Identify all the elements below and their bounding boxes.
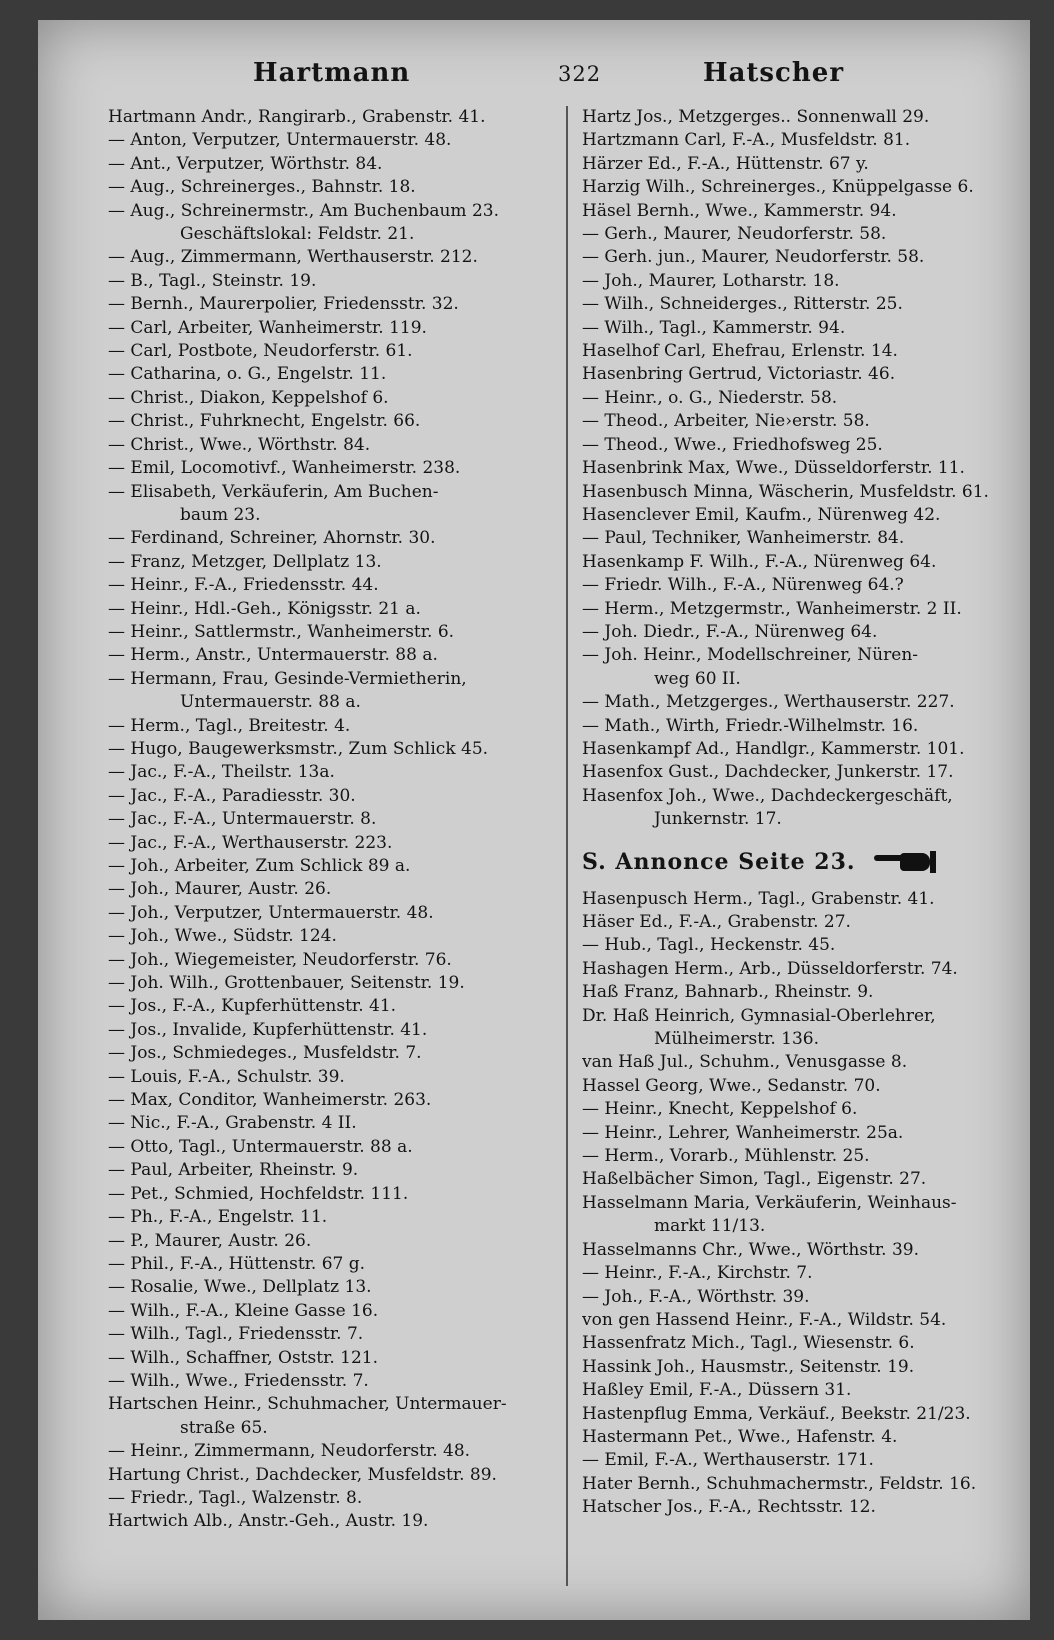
directory-entry: Hatscher Jos., F.-A., Rechtsstr. 12. <box>582 1497 876 1518</box>
directory-entry: Hater Bernh., Schuhmachermstr., Feldstr. 16. <box>582 1473 977 1494</box>
directory-entry: — Otto, Tagl., Untermauerstr. 88 a. <box>108 1136 413 1157</box>
directory-entry: — Jac., F.-A., Theilstr. 13a. <box>108 762 335 783</box>
directory-entry: — Joh. Wilh., Grottenbauer, Seitenstr. 19. <box>108 973 465 994</box>
directory-entry: — Catharina, o. G., Engelstr. 11. <box>108 364 387 385</box>
directory-entry: — Herm., Metzgermstr., Wanheimerstr. 2 II. <box>582 598 962 619</box>
directory-entry: — Wilh., F.-A., Kleine Gasse 16. <box>108 1300 379 1321</box>
directory-entry: — Herm., Vorarb., Mühlenstr. 25. <box>582 1146 870 1167</box>
directory-entry: Häser Ed., F.-A., Grabenstr. 27. <box>582 912 851 932</box>
directory-entry: — Joh., Verputzer, Untermauerstr. 48. <box>108 902 434 923</box>
directory-entry: — Friedr., Tagl., Walzenstr. 8. <box>108 1487 363 1508</box>
header-right-name: Hatscher <box>703 58 845 88</box>
directory-entry: — Ferdinand, Schreiner, Ahornstr. 30. <box>108 528 436 549</box>
directory-entry: — Jac., F.-A., Werthauserstr. 223. <box>108 832 393 853</box>
directory-entry: — Carl, Postbote, Neudorferstr. 61. <box>108 341 413 362</box>
directory-entry: — Hugo, Baugewerksmstr., Zum Schlick 45. <box>108 738 489 759</box>
directory-entry: — Emil, F.-A., Werthauserstr. 171. <box>582 1450 874 1471</box>
right-column-lower <box>582 888 1027 1520</box>
page-header <box>38 58 1030 98</box>
directory-entry: Dr. Haß Heinrich, Gymnasial-Oberlehrer, <box>582 1005 936 1026</box>
directory-entry: — Joh., Arbeiter, Zum Schlick 89 a. <box>108 856 411 876</box>
directory-entry: Hartzmann Carl, F.-A., Musfeldstr. 81. <box>582 130 911 151</box>
directory-entry: — Herm., Tagl., Breitestr. 4. <box>108 715 351 736</box>
directory-entry: — Paul, Techniker, Wanheimerstr. 84. <box>582 528 905 549</box>
directory-entry: — Herm., Anstr., Untermauerstr. 88 a. <box>108 645 438 666</box>
directory-entry: Härzer Ed., F.-A., Hüttenstr. 67 y. <box>582 153 869 174</box>
directory-entry: Hasenbusch Minna, Wäscherin, Musfeldstr. 61. <box>582 481 989 502</box>
directory-entry: — Phil., F.-A., Hüttenstr. 67 g. <box>108 1253 366 1274</box>
entry-continuation: straße 65. <box>180 1417 268 1438</box>
directory-entry: — Wilh., Schneiderges., Ritterstr. 25. <box>582 294 903 315</box>
directory-entry: — Jac., F.-A., Untermauerstr. 8. <box>108 809 377 830</box>
directory-entry: Hasenfox Gust., Dachdecker, Junkerstr. 17. <box>582 762 954 783</box>
directory-entry: — Heinr., F.-A., Kirchstr. 7. <box>582 1263 813 1284</box>
directory-entry: Häsel Bernh., Wwe., Kammerstr. 94. <box>582 200 897 221</box>
directory-entry: Hasselmann Maria, Verkäuferin, Weinhaus- <box>582 1192 957 1213</box>
pointing-hand-icon <box>874 851 930 873</box>
directory-entry: — Joh., F.-A., Wörthstr. 39. <box>582 1286 810 1307</box>
directory-entry: Hasenbrink Max, Wwe., Düsseldorferstr. 11. <box>582 458 965 479</box>
directory-entry: — Gerh. jun., Maurer, Neudorferstr. 58. <box>582 247 925 268</box>
directory-entry: — Wilh., Tagl., Kammerstr. 94. <box>582 317 846 338</box>
directory-entry: — Ph., F.-A., Engelstr. 11. <box>108 1207 328 1228</box>
directory-entry: Harzig Wilh., Schreinerges., Knüppelgasse 6. <box>582 177 974 198</box>
directory-entry: — Jos., F.-A., Kupferhüttenstr. 41. <box>108 996 397 1017</box>
directory-entry: — Friedr. Wilh., F.-A., Nürenweg 64.? <box>582 575 904 596</box>
directory-entry: Hashagen Herm., Arb., Düsseldorferstr. 74. <box>582 958 958 979</box>
directory-entry: — Heinr., Lehrer, Wanheimerstr. 25a. <box>582 1122 904 1143</box>
directory-entry: — Hub., Tagl., Heckenstr. 45. <box>582 935 836 956</box>
directory-entry: — Ant., Verputzer, Wörthstr. 84. <box>108 153 383 174</box>
directory-entry: Hasenclever Emil, Kaufm., Nürenweg 42. <box>582 504 941 525</box>
directory-entry: Hassenfratz Mich., Tagl., Wiesenstr. 6. <box>582 1333 915 1354</box>
directory-entry: — Joh. Diedr., F.-A., Nürenweg 64. <box>582 621 878 642</box>
directory-entry: — Math., Wirth, Friedr.-Wilhelmstr. 16. <box>582 715 919 736</box>
directory-entry: — Carl, Arbeiter, Wanheimerstr. 119. <box>108 317 427 338</box>
directory-entry: Hasselmanns Chr., Wwe., Wörthstr. 39. <box>582 1239 920 1260</box>
directory-entry: Haselhof Carl, Ehefrau, Erlenstr. 14. <box>582 341 898 362</box>
directory-entry: — Bernh., Maurerpolier, Friedensstr. 32. <box>108 294 459 315</box>
directory-entry: — Heinr., F.-A., Friedensstr. 44. <box>108 575 379 596</box>
directory-entry: — B., Tagl., Steinstr. 19. <box>108 270 317 291</box>
directory-entry: — Paul, Arbeiter, Rheinstr. 9. <box>108 1160 359 1181</box>
directory-entry: — Theod., Arbeiter, Nie›erstr. 58. <box>582 411 870 432</box>
directory-entry: — Joh. Heinr., Modellschreiner, Nüren- <box>582 645 919 666</box>
directory-entry: — Theod., Wwe., Friedhofsweg 25. <box>582 434 883 455</box>
directory-entry: — Aug., Schreinerges., Bahnstr. 18. <box>108 177 416 198</box>
directory-entry: — Christ., Wwe., Wörthstr. 84. <box>108 434 371 455</box>
page-number: 322 <box>558 62 602 86</box>
directory-entry: — Joh., Wiegemeister, Neudorferstr. 76. <box>108 949 452 970</box>
directory-entry: Hassel Georg, Wwe., Sedanstr. 70. <box>582 1075 881 1096</box>
directory-entry: — Heinr., Knecht, Keppelshof 6. <box>582 1099 858 1120</box>
entry-continuation: Mülheimerstr. 136. <box>654 1029 820 1050</box>
directory-entry: Haß Franz, Bahnarb., Rheinstr. 9. <box>582 982 874 1003</box>
directory-entry: Hasenfox Joh., Wwe., Dachdeckergeschäft, <box>582 785 953 806</box>
directory-entry: Hartmann Andr., Rangirarb., Grabenstr. 41. <box>108 107 486 127</box>
directory-entry: — Joh., Wwe., Südstr. 124. <box>108 926 337 947</box>
directory-entry: Hassink Joh., Hausmstr., Seitenstr. 19. <box>582 1356 915 1377</box>
directory-entry: — Elisabeth, Verkäuferin, Am Buchen- <box>108 481 439 502</box>
entry-continuation: Junkernstr. 17. <box>654 809 782 830</box>
directory-entry: — Math., Metzgerges., Werthauserstr. 227. <box>582 692 955 713</box>
directory-entry: Hartz Jos., Metzgerges.. Sonnenwall 29. <box>582 107 930 127</box>
directory-entry: Hasenkampf Ad., Handlgr., Kammerstr. 101. <box>582 738 965 759</box>
directory-entry: — Rosalie, Wwe., Dellplatz 13. <box>108 1277 372 1298</box>
directory-entry: — Louis, F.-A., Schulstr. 39. <box>108 1066 345 1087</box>
header-left-name: Hartmann <box>253 58 411 88</box>
directory-entry: Hartwich Alb., Anstr.-Geh., Austr. 19. <box>108 1511 429 1532</box>
directory-entry: — Max, Conditor, Wanheimerstr. 263. <box>108 1090 432 1111</box>
directory-entry: — Anton, Verputzer, Untermauerstr. 48. <box>108 130 452 151</box>
directory-entry: Hartung Christ., Dachdecker, Musfeldstr. 89. <box>108 1464 497 1485</box>
directory-entry: — Heinr., Hdl.-Geh., Königsstr. 21 a. <box>108 598 421 619</box>
directory-entry: Hasenkamp F. Wilh., F.-A., Nürenweg 64. <box>582 551 937 572</box>
directory-entry: — Emil, Locomotivf., Wanheimerstr. 238. <box>108 458 461 479</box>
directory-entry: Haßelbächer Simon, Tagl., Eigenstr. 27. <box>582 1169 927 1190</box>
entry-continuation: Untermauerstr. 88 a. <box>180 692 361 713</box>
right-column-upper <box>582 106 1027 832</box>
directory-entry: van Haß Jul., Schuhm., Venusgasse 8. <box>582 1052 908 1073</box>
directory-entry: — Franz, Metzger, Dellplatz 13. <box>108 551 382 572</box>
directory-entry: — Joh., Maurer, Austr. 26. <box>108 879 332 900</box>
directory-entry: — Christ., Diakon, Keppelshof 6. <box>108 387 389 408</box>
entry-continuation: weg 60 II. <box>654 668 741 689</box>
directory-entry: Hastenpflug Emma, Verkäuf., Beekstr. 21/23. <box>582 1403 971 1424</box>
directory-entry: — P., Maurer, Austr. 26. <box>108 1230 312 1251</box>
directory-entry: Hartschen Heinr., Schuhmacher, Untermauer- <box>108 1394 507 1415</box>
directory-entry: — Hermann, Frau, Gesinde-Vermietherin, <box>108 668 467 689</box>
directory-entry: — Heinr., o. G., Niederstr. 58. <box>582 387 838 408</box>
directory-entry: Hasenpusch Herm., Tagl., Grabenstr. 41. <box>582 888 935 909</box>
directory-entry: Haßley Emil, F.-A., Düssern 31. <box>582 1380 852 1401</box>
right-column <box>566 106 1027 1586</box>
directory-entry: — Jos., Schmiedeges., Musfeldstr. 7. <box>108 1043 422 1064</box>
directory-entry: — Wilh., Schaffner, Oststr. 121. <box>108 1347 378 1368</box>
directory-entry: — Pet., Schmied, Hochfeldstr. 111. <box>108 1183 409 1204</box>
directory-entry: — Heinr., Sattlermstr., Wanheimerstr. 6. <box>108 621 455 642</box>
left-column <box>108 106 553 1534</box>
directory-entry: Hastermann Pet., Wwe., Hafenstr. 4. <box>582 1426 898 1447</box>
directory-entry: — Jos., Invalide, Kupferhüttenstr. 41. <box>108 1019 428 1040</box>
entry-continuation: markt 11/13. <box>654 1216 766 1237</box>
directory-entry: von gen Hassend Heinr., F.-A., Wildstr. 54. <box>582 1309 947 1330</box>
directory-page <box>38 20 1030 1620</box>
directory-entry: — Gerh., Maurer, Neudorferstr. 58. <box>582 224 887 245</box>
entry-continuation: baum 23. <box>180 504 261 525</box>
announcement-text: S. Annonce Seite 23. <box>582 848 856 875</box>
directory-entry: — Wilh., Tagl., Friedensstr. 7. <box>108 1324 364 1345</box>
directory-entry: — Nic., F.-A., Grabenstr. 4 II. <box>108 1113 357 1134</box>
directory-entry: Hasenbring Gertrud, Victoriastr. 46. <box>582 364 896 385</box>
directory-entry: — Aug., Schreinermstr., Am Buchenbaum 23. <box>108 200 499 221</box>
directory-entry: — Wilh., Wwe., Friedensstr. 7. <box>108 1370 369 1391</box>
directory-entry: — Aug., Zimmermann, Werthauserstr. 212. <box>108 247 478 268</box>
directory-entry: — Christ., Fuhrknecht, Engelstr. 66. <box>108 411 421 432</box>
directory-entry: — Heinr., Zimmermann, Neudorferstr. 48. <box>108 1441 471 1462</box>
announcement-line <box>582 842 1027 882</box>
entry-continuation: Geschäftslokal: Feldstr. 21. <box>180 224 415 245</box>
directory-entry: — Joh., Maurer, Lotharstr. 18. <box>582 270 840 291</box>
directory-entry: — Jac., F.-A., Paradiesstr. 30. <box>108 785 356 806</box>
